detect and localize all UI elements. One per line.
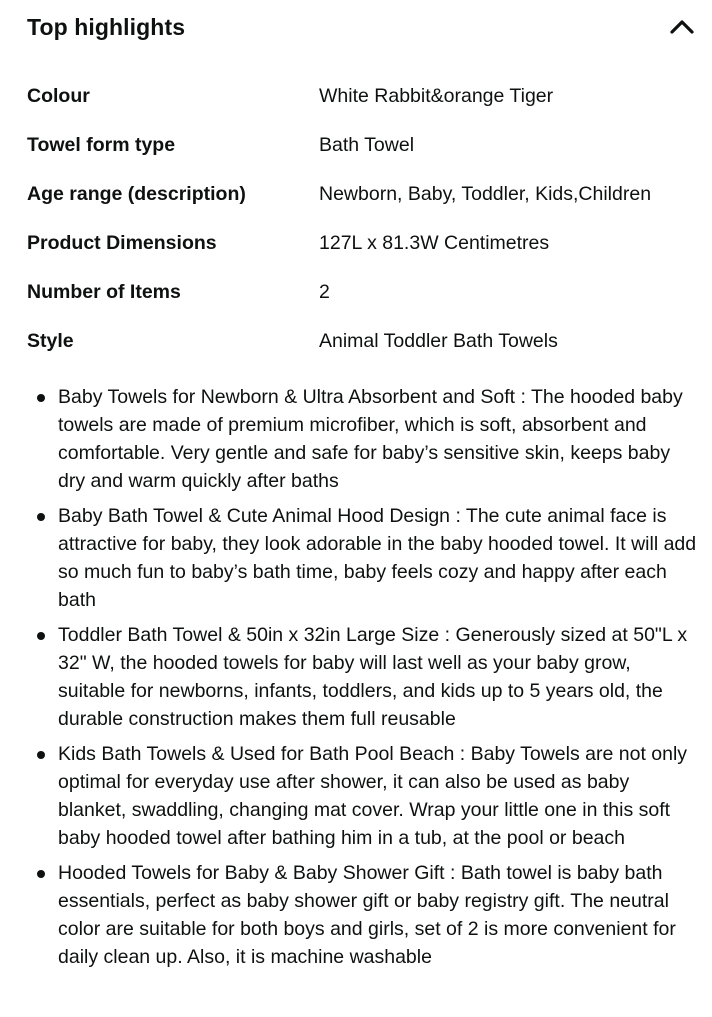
list-item [0,502,712,614]
bullet-text: Hooded Towels for Baby & Baby Shower Gift : Bath towel is baby bath essentials, perfect as baby shower gift or baby registry gift. The neutral color are suitable for both boys and girls, set of 2 is more convenient for daily clean up. Also, it is machine washable [58,862,676,968]
bullet-text: Kids Bath Towels & Used for Bath Pool Beach : Baby Towels are not only optimal for everyday use after shower, it can also be used as baby blanket, swaddling, changing mat cover. Wrap your little one in this soft baby hooded towel after bathing him in a tub, at the pool or beach [58,743,688,849]
spec-row-colour [0,72,712,121]
spec-row-product-dimensions [0,219,712,268]
spec-value: Animal Toddler Bath Towels [319,330,558,352]
spec-row-style [0,317,712,366]
bullet-dot-icon [37,751,45,759]
bullet-text: Toddler Bath Towel & 50in x 32in Large Size : Generously sized at 50"L x 32" W, the hooded towels for baby will last well as your baby grow, suitable for newborns, infants, toddlers, and kids up to 5 years old, the durable construction makes them full reusable [58,624,688,730]
spec-key: Colour [27,85,90,107]
list-item [0,621,712,733]
spec-key: Product Dimensions [27,232,217,254]
spec-table [0,72,712,366]
spec-key: Style [27,330,74,352]
chevron-up-icon [669,17,695,35]
bullet-dot-icon [37,394,45,402]
bullet-text: Baby Bath Towel & Cute Animal Hood Design : The cute animal face is attractive for baby, they look adorable in the baby hooded towel. It will add so much fun to baby’s bath time, baby feels cozy and happy after each bath [58,505,697,611]
spec-value: Newborn, Baby, Toddler, Kids,Children [319,183,652,205]
list-item [0,383,712,495]
spec-value: 127L x 81.3W Centimetres [319,232,550,254]
spec-value: 2 [319,281,330,303]
spec-key: Age range (description) [27,183,246,205]
bullet-dot-icon [37,870,45,878]
spec-value: Bath Towel [319,134,415,156]
section-title: Top highlights [27,14,186,40]
spec-key: Number of Items [27,281,181,303]
bullet-dot-icon [37,513,45,521]
spec-row-towel-form-type [0,121,712,170]
spec-value: White Rabbit&orange Tiger [319,85,554,107]
spec-key: Towel form type [27,134,176,156]
spec-row-age-range [0,170,712,219]
bullet-dot-icon [37,632,45,640]
collapse-button[interactable] [664,10,700,42]
list-item [0,859,712,971]
spec-row-number-of-items [0,268,712,317]
top-highlights-header[interactable] [0,0,712,56]
list-item [0,740,712,852]
bullet-text: Baby Towels for Newborn & Ultra Absorbent and Soft : The hooded baby towels are made of premium microfiber, which is soft, absorbent and comfortable. Very gentle and safe for baby’s sensitive skin, keeps baby dry and warm quickly after baths [58,386,683,492]
feature-bullet-list [0,383,712,978]
